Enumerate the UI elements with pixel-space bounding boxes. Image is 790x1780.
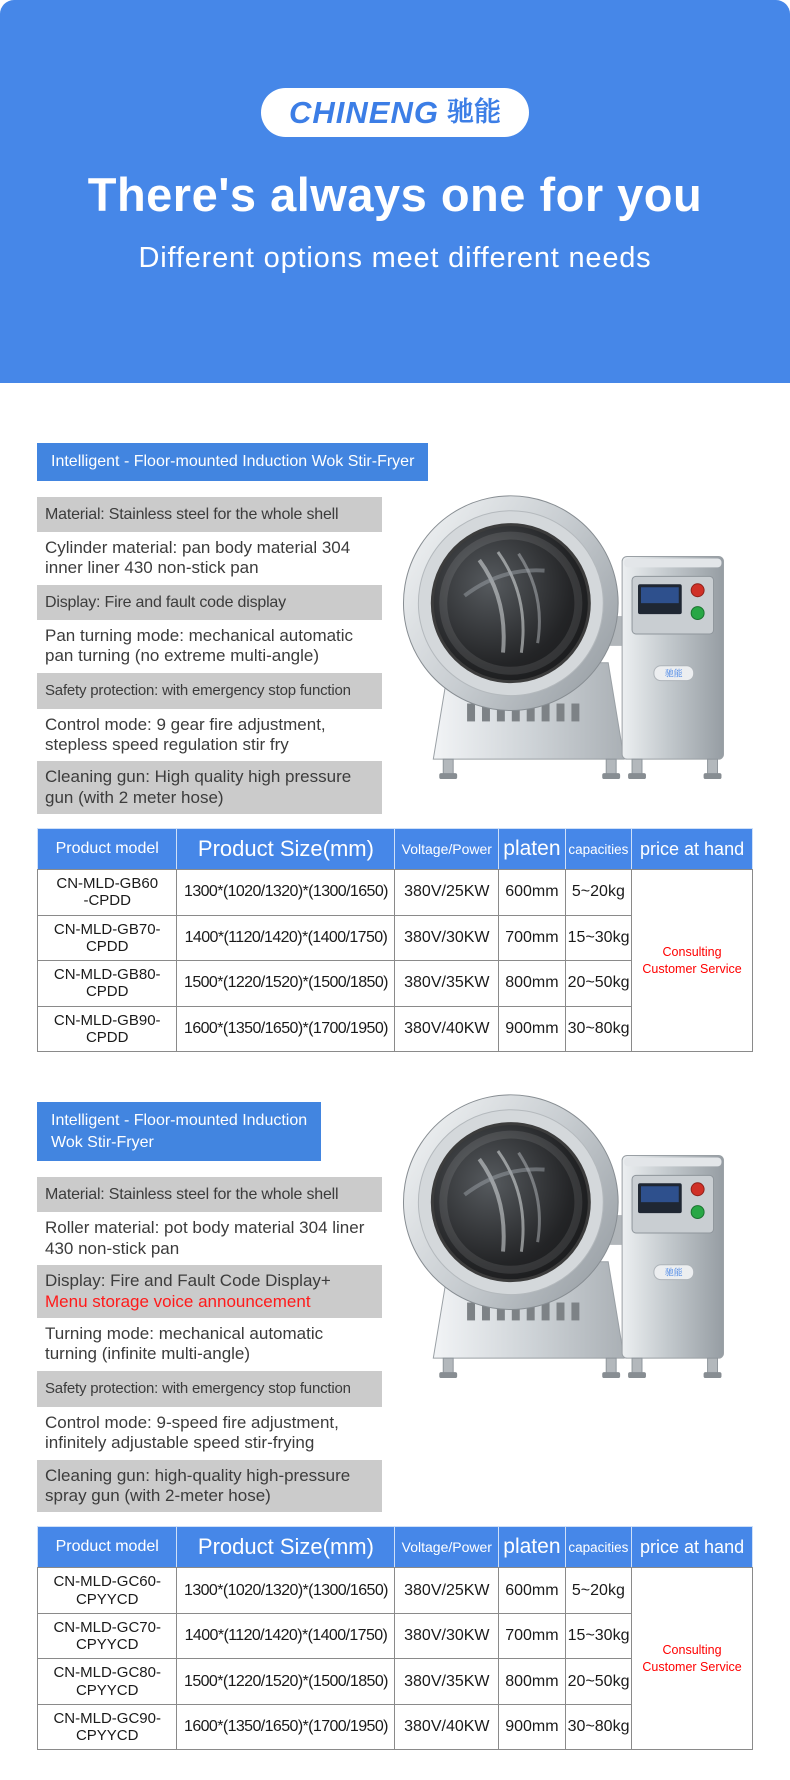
price-consult-link[interactable]: Consulting Customer Service [632,1568,753,1750]
model-line: CN-MLD-GB90- [53,1011,161,1029]
col-capacities: capacities [565,829,631,870]
col-capacities: capacities [565,1527,631,1568]
model-line: CN-MLD-GB80- [53,966,161,984]
spec-line [37,1265,382,1318]
cell-size: 1600*(1350/1650)*(1700/1950) [177,1006,395,1052]
col-product-model: Product model [38,829,177,870]
spec-line [37,1177,382,1212]
spec-text: Control mode: 9-speed fire adjustment, infinitely adjustable speed stir-frying [45,1412,339,1453]
spec-table-1 [37,828,753,1052]
cell-size: 1300*(1020/1320)*(1300/1650) [177,870,395,916]
cell-power: 380V/30KW [395,915,499,961]
model-line: CPDD [85,983,129,1001]
model-line: CPDD [85,1028,129,1046]
cell-capacity: 20~50kg [565,961,631,1007]
model-line: CPYYCD [75,1681,139,1699]
col-price: price at hand [632,829,753,870]
col-product-size: Product Size(mm) [177,829,395,870]
cell-power: 380V/25KW [395,870,499,916]
hero-title: There's always one for you [87,168,703,221]
cell-model [38,870,177,916]
spec-line [37,1214,382,1263]
model-line: -CPDD [83,892,131,910]
cell-platen: 700mm [499,1613,565,1659]
section-label-1 [37,443,428,481]
section-label-2 [37,1102,321,1161]
cell-model [38,1006,177,1052]
cell-platen: 900mm [499,1704,565,1750]
model-line: CPYYCD [75,1590,139,1608]
spec-line [37,1460,382,1513]
col-price: price at hand [632,1527,753,1568]
spec-text: Roller material: pot body material 304 liner 430 non-stick pan [45,1218,365,1258]
spec-highlight: Menu storage voice announcement [45,1291,311,1311]
table-row [38,1568,753,1614]
col-platen: platen [499,1527,565,1568]
spec-list-1 [37,497,382,815]
cell-model [38,1659,177,1705]
spec-line [37,497,382,532]
cell-power: 380V/30KW [395,1613,499,1659]
cell-power: 380V/35KW [395,961,499,1007]
col-product-model: Product model [38,1527,177,1568]
model-line: CPYYCD [75,1727,139,1745]
product-section-1 [37,443,753,1052]
spec-text: Safety protection: with emergency stop function [45,1379,351,1397]
chineng-logo [261,88,529,137]
spec-text: Turning mode: mechanical automatic turning (infinite multi-angle) [45,1324,324,1364]
section-label-line: Wok Stir-Fryer [51,1133,154,1151]
table-header-row [38,829,753,870]
hero-subtitle: Different options meet different needs [138,242,652,274]
cell-model [38,1568,177,1614]
cell-capacity: 5~20kg [565,870,631,916]
price-consult-link[interactable]: Consulting Customer Service [632,870,753,1052]
cell-platen: 800mm [499,1659,565,1705]
spec-line [37,761,382,814]
cell-model [38,915,177,961]
section-label-line: Intelligent - Floor-mounted Induction Wok Stir-Fryer [51,453,415,470]
cell-power: 380V/25KW [395,1568,499,1614]
cell-power: 380V/40KW [395,1704,499,1750]
spec-text: Pan turning mode: mechanical automatic pan turning (no extreme multi-angle) [45,625,354,666]
cell-platen: 700mm [499,915,565,961]
logo-text-cn: 驰能 [446,97,501,127]
cell-size: 1400*(1120/1420)*(1400/1750) [177,1613,395,1659]
model-line: CN-MLD-GC80- [53,1664,161,1682]
col-voltage-power: Voltage/Power [395,1527,499,1568]
cell-platen: 900mm [499,1006,565,1052]
cell-power: 380V/35KW [395,1659,499,1705]
spec-text: Cleaning gun: High quality high pressure gun (with 2 meter hose) [45,767,352,807]
col-voltage-power: Voltage/Power [395,829,499,870]
cell-model [38,1613,177,1659]
cell-power: 380V/40KW [395,1006,499,1052]
table-row [38,870,753,916]
spec-line [37,1320,382,1369]
page-content [0,383,790,1780]
spec-text: Safety protection: with emergency stop function [45,681,351,699]
col-product-size: Product Size(mm) [177,1527,395,1568]
spec-table-2 [37,1526,753,1750]
cell-size: 1300*(1020/1320)*(1300/1650) [177,1568,395,1614]
cell-capacity: 20~50kg [565,1659,631,1705]
model-line: CN-MLD-GC70- [53,1618,161,1636]
model-line: CN-MLD-GC90- [53,1709,161,1727]
spec-line [37,622,382,671]
section-label-line: Intelligent - Floor-mounted Induction [51,1112,308,1130]
hero-banner [0,0,790,383]
spec-line [37,711,382,760]
cell-size: 1500*(1220/1520)*(1500/1850) [177,1659,395,1705]
model-line: CPYYCD [75,1636,139,1654]
cell-size: 1600*(1350/1650)*(1700/1950) [177,1704,395,1750]
cell-capacity: 30~80kg [565,1704,631,1750]
cell-capacity: 15~30kg [565,1613,631,1659]
cell-capacity: 5~20kg [565,1568,631,1614]
spec-text: Control mode: 9 gear fire adjustment, stepless speed regulation stir fry [45,714,326,754]
table-header-row [38,1527,753,1568]
cell-capacity: 30~80kg [565,1006,631,1052]
spec-text: Material: Stainless steel for the whole shell [45,505,339,523]
spec-text: Cleaning gun: high-quality high-pressure spray gun (with 2-meter hose) [45,1465,351,1505]
col-platen: platen [499,829,565,870]
spec-list-2 [37,1177,382,1512]
cell-size: 1500*(1220/1520)*(1500/1850) [177,961,395,1007]
cell-size: 1400*(1120/1420)*(1400/1750) [177,915,395,961]
product-section-2 [37,1102,753,1750]
logo-text-en: CHINENG [289,95,439,130]
spec-text: Display: Fire and Fault Code Display+ [45,1271,331,1291]
spec-line [37,1409,382,1458]
spec-text: Cylinder material: pan body material 304 inner liner 430 non-stick pan [45,537,351,578]
spec-line [37,534,382,583]
spec-text: Display: Fire and fault code display [45,593,286,611]
product-image-2 [368,1068,753,1386]
cell-model [38,961,177,1007]
cell-model [38,1704,177,1750]
spec-line [37,585,382,620]
cell-capacity: 15~30kg [565,915,631,961]
cell-platen: 800mm [499,961,565,1007]
cell-platen: 600mm [499,1568,565,1614]
model-line: CN-MLD-GB70- [53,920,161,938]
model-line: CN-MLD-GC60- [53,1573,161,1591]
product-image-1 [368,469,753,787]
cell-platen: 600mm [499,870,565,916]
spec-line [37,1371,382,1407]
spec-line [37,673,382,709]
model-line: CN-MLD-GB60 [56,875,159,893]
model-line: CPDD [85,937,129,955]
spec-text: Material: Stainless steel for the whole shell [45,1186,339,1204]
